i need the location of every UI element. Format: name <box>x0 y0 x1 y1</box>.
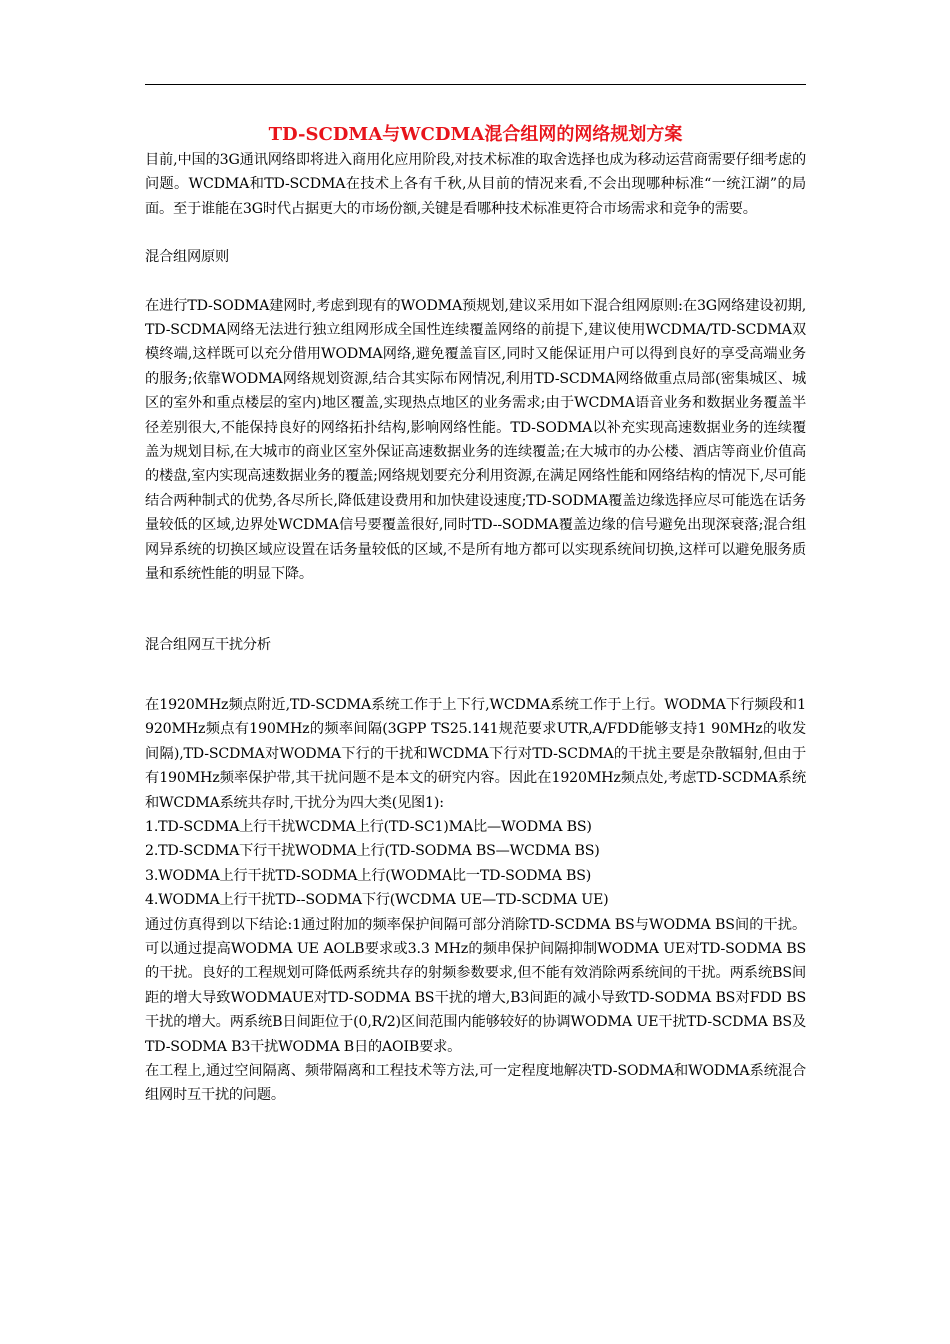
conclusion-paragraph: 通过仿真得到以下结论:1通过附加的频率保护间隔可部分消除TD-SCDMA BS与WODMA BS间的干扰。可以通过提高WODMA UE AOLB要求或3.3 MHz的频串保护间隔抑制WODMA UE对TD-SODMA BS的干扰。良好的工程规划可降低两系统共存的射频参数要求,但不能有效消除两系统间的干扰。两系统BS间距的增大导致WODMAUE对TD-SODMA BS干扰的增大,B3间距的减小导致TD-SODMA BS对FDD BS干扰的增大。两系统B日间距位于(0,R/2)区间范围内能够较好的协调WODMA UE干扰TD-SCDMA BS及TD-SODMA B3干扰WODMA B日的AOIB要求。 <box>145 916 806 1055</box>
spacer <box>145 270 806 294</box>
list-item-1: 1.TD-SCDMA上行干扰WCDMA上行(TD-SC1)MA比—WODMA BS) <box>145 818 592 835</box>
spacer <box>145 657 806 693</box>
list-item-4: 4.WODMA上行干扰TD--SODMA下行(WCDMA UE—TD-SCDMA UE) <box>145 892 609 909</box>
spacer <box>145 587 806 633</box>
principles-paragraph: 在进行TD-SODMA建网时,考虑到现有的WODMA预规划,建议采用如下混合组网原则:在3G网络建设初期,TD-SCDMA网络无法进行独立组网形成全国性连续覆盖网络的前提下,建议使用WCDMA/TD-SCDMA双模终端,这样既可以充分借用WODMA网络,避免覆盖盲区,同时又能保证用户可以得到良好的享受高端业务的服务;依靠WODMA网络规划资源,结合其实际布网情况,利用TD-SCDMA网络做重点局部(密集城区、城区的室外和重点楼层的室内)地区覆盖,实现热点地区的业务需求;由于WCDMA语音业务和数据业务覆盖半径差别很大,不能保持良好的网络拓扑结构,影响网络性能。TD-SODMA以补充实现高速数据业务的连续覆盖为规划目标,在大城市的商业区室外保证高速数据业务的连续覆盖;在大城市的办公楼、酒店等商业价值高的楼盘,室内实现高速数据业务的覆盖;网络规划要充分利用资源,在满足网络性能和网络结构的情况下,尽可能结合两种制式的优势,各尽所长,降低建设费用和加快建设速度;TD-SODMA覆盖边缘选择应尽可能选在话务量较低的区域,边界处WCDMA信号要覆盖很好,同时TD--SODMA覆盖边缘的信号避免出现深衰落;混合组网异系统的切换区域应设置在话务量较低的区域,不是所有地方都可以实现系统间切换,这样可以避免服务质量和系统性能的明显下降。 <box>145 297 806 583</box>
document-title: TD-SCDMA与WCDMA混合组网的网络规划方案 <box>268 124 683 145</box>
section-heading-principles: 混合组网原则 <box>145 249 229 266</box>
final-paragraph: 在工程上,通过空间隔离、频带隔离和工程技术等方法,可一定程度地解决TD-SODMA和WODMA系统混合组网时互干扰的问题。 <box>145 1063 806 1104</box>
header-rule <box>145 84 806 85</box>
interference-paragraph: 在1920MHz频点附近,TD-SCDMA系统工作于上下行,WCDMA系统工作于上行。WODMA下行频段和1 920MHz频点有190MHz的频率间隔(3GPP TS25.141规范要求UTR,A/FDD能够支持1 90MHz的收发间隔),TD-SCDMA对WODMA下行的干扰和WCDMA下行对TD-SCDMA的干扰主要是杂散辐射,但由于有190MHz频率保护带,其干扰问题不是本文的研究内容。因此在1920MHz频点处,考虑TD-SCDMA系统和WCDMA系统共存时,干扰分为四大类(见图1): <box>145 696 806 811</box>
spacer <box>145 221 806 245</box>
intro-paragraph: 目前,中国的3G通讯网络即将进入商用化应用阶段,对技术标准的取舍选择也成为移动运营商需要仔细考虑的问题。WCDMA和TD-SCDMA在技术上各有千秋,从目前的情况来看,不会出现哪种标准“一统江湖”的局面。至于谁能在3G时代占据更大的市场份额,关键是看哪种技术标准更符合市场需求和竞争的需要。 <box>145 152 806 217</box>
list-item-3: 3.WODMA上行干扰TD-SODMA上行(WODMA比一TD-SODMA BS) <box>145 867 592 884</box>
list-item-2: 2.TD-SCDMA下行干扰WODMA上行(TD-SODMA BS—WCDMA BS) <box>145 843 600 860</box>
document-body <box>145 122 806 1108</box>
section-heading-interference: 混合组网互干扰分析 <box>145 636 271 653</box>
